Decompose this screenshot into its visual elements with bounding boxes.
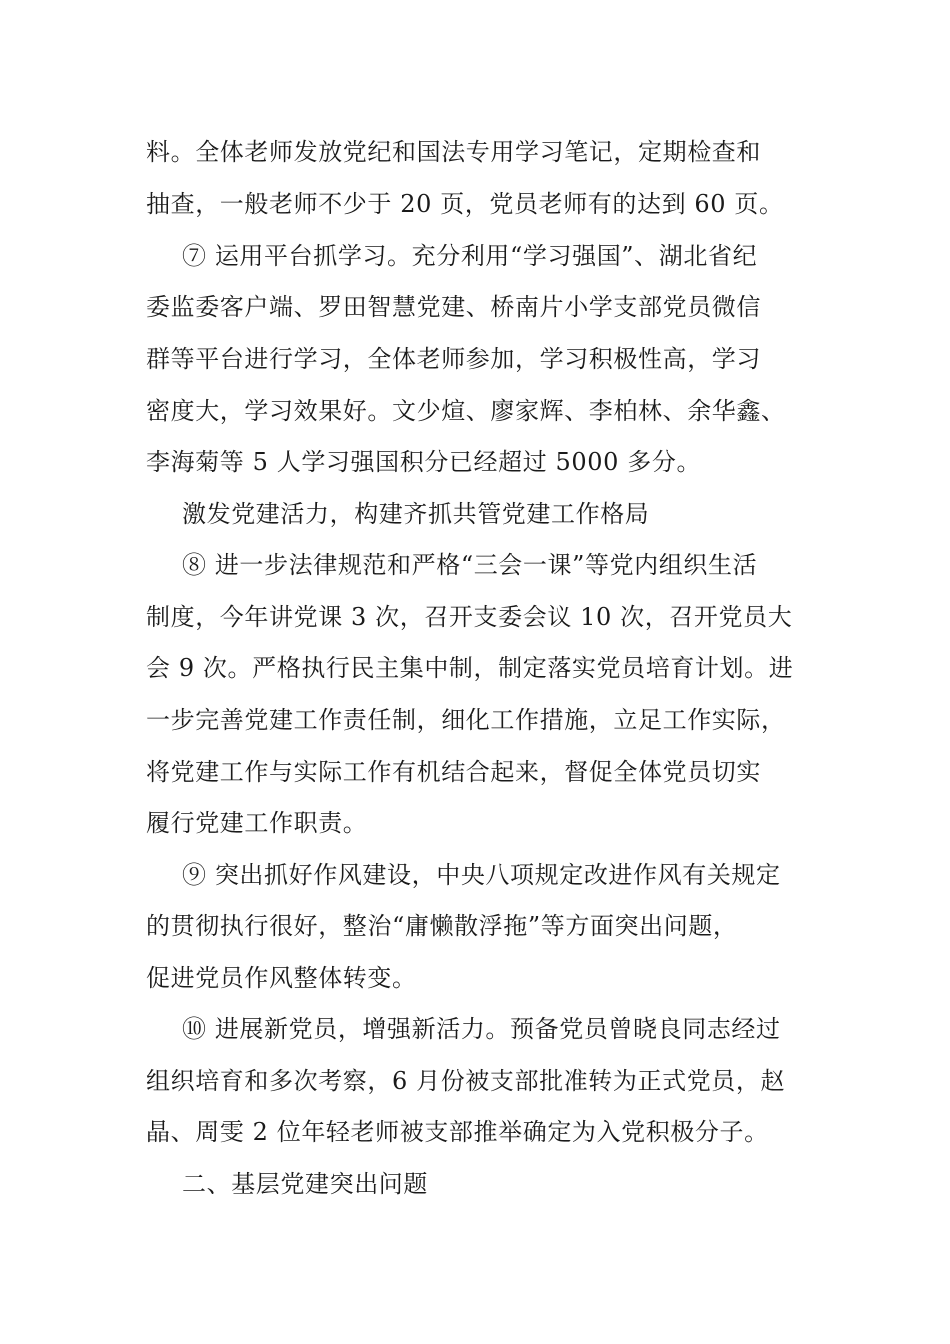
text-line: 群等平台进行学习，全体老师参加，学习积极性高，学习 bbox=[146, 345, 761, 373]
text-line: 促进党员作风整体转变。 bbox=[146, 964, 417, 992]
paragraph-start-line: ⑦ 运用平台抓学习。充分利用“学习强国”、湖北省纪 bbox=[182, 242, 758, 270]
text-line: 组织培育和多次考察，6 月份被支部批准转为正式党员，赵 bbox=[146, 1067, 786, 1095]
text-line: 李海菊等 5 人学习强国积分已经超过 5000 多分。 bbox=[146, 448, 702, 476]
paragraph-start-line: ⑩ 进展新党员，增强新活力。预备党员曾晓良同志经过 bbox=[182, 1015, 781, 1043]
text-line: 密度大，学习效果好。文少煊、廖家辉、李柏林、余华鑫、 bbox=[146, 397, 786, 425]
text-line: 制度，今年讲党课 3 次，召开支委会议 10 次，召开党员大 bbox=[146, 603, 793, 631]
paragraph-start-line: ⑨ 突出抓好作风建设，中央八项规定改进作风有关规定 bbox=[182, 861, 781, 889]
text-line: 料。全体老师发放党纪和国法专用学习笔记，定期检查和 bbox=[146, 138, 761, 166]
text-line: 履行党建工作职责。 bbox=[146, 809, 368, 837]
section-heading: 激发党建活力，构建齐抓共管党建工作格局 bbox=[182, 500, 650, 528]
text-line: 抽查，一般老师不少于 20 页，党员老师有的达到 60 页。 bbox=[146, 190, 784, 218]
text-line: 的贯彻执行很好，整治“庸懒散浮拖”等方面突出问题， bbox=[146, 912, 738, 940]
text-line: 委监委客户端、罗田智慧党建、桥南片小学支部党员微信 bbox=[146, 293, 761, 321]
text-line: 会 9 次。严格执行民主集中制，制定落实党员培育计划。进 bbox=[146, 654, 794, 682]
paragraph-start-line: ⑧ 进一步法律规范和严格“三会一课”等党内组织生活 bbox=[182, 551, 758, 579]
text-line: 一步完善党建工作责任制，细化工作措施，立足工作实际， bbox=[146, 706, 786, 734]
text-line: 将党建工作与实际工作有机结合起来，督促全体党员切实 bbox=[146, 758, 761, 786]
section-heading: 二、基层党建突出问题 bbox=[182, 1170, 428, 1198]
text-line: 晶、周雯 2 位年轻老师被支部推举确定为入党积极分子。 bbox=[146, 1118, 769, 1146]
